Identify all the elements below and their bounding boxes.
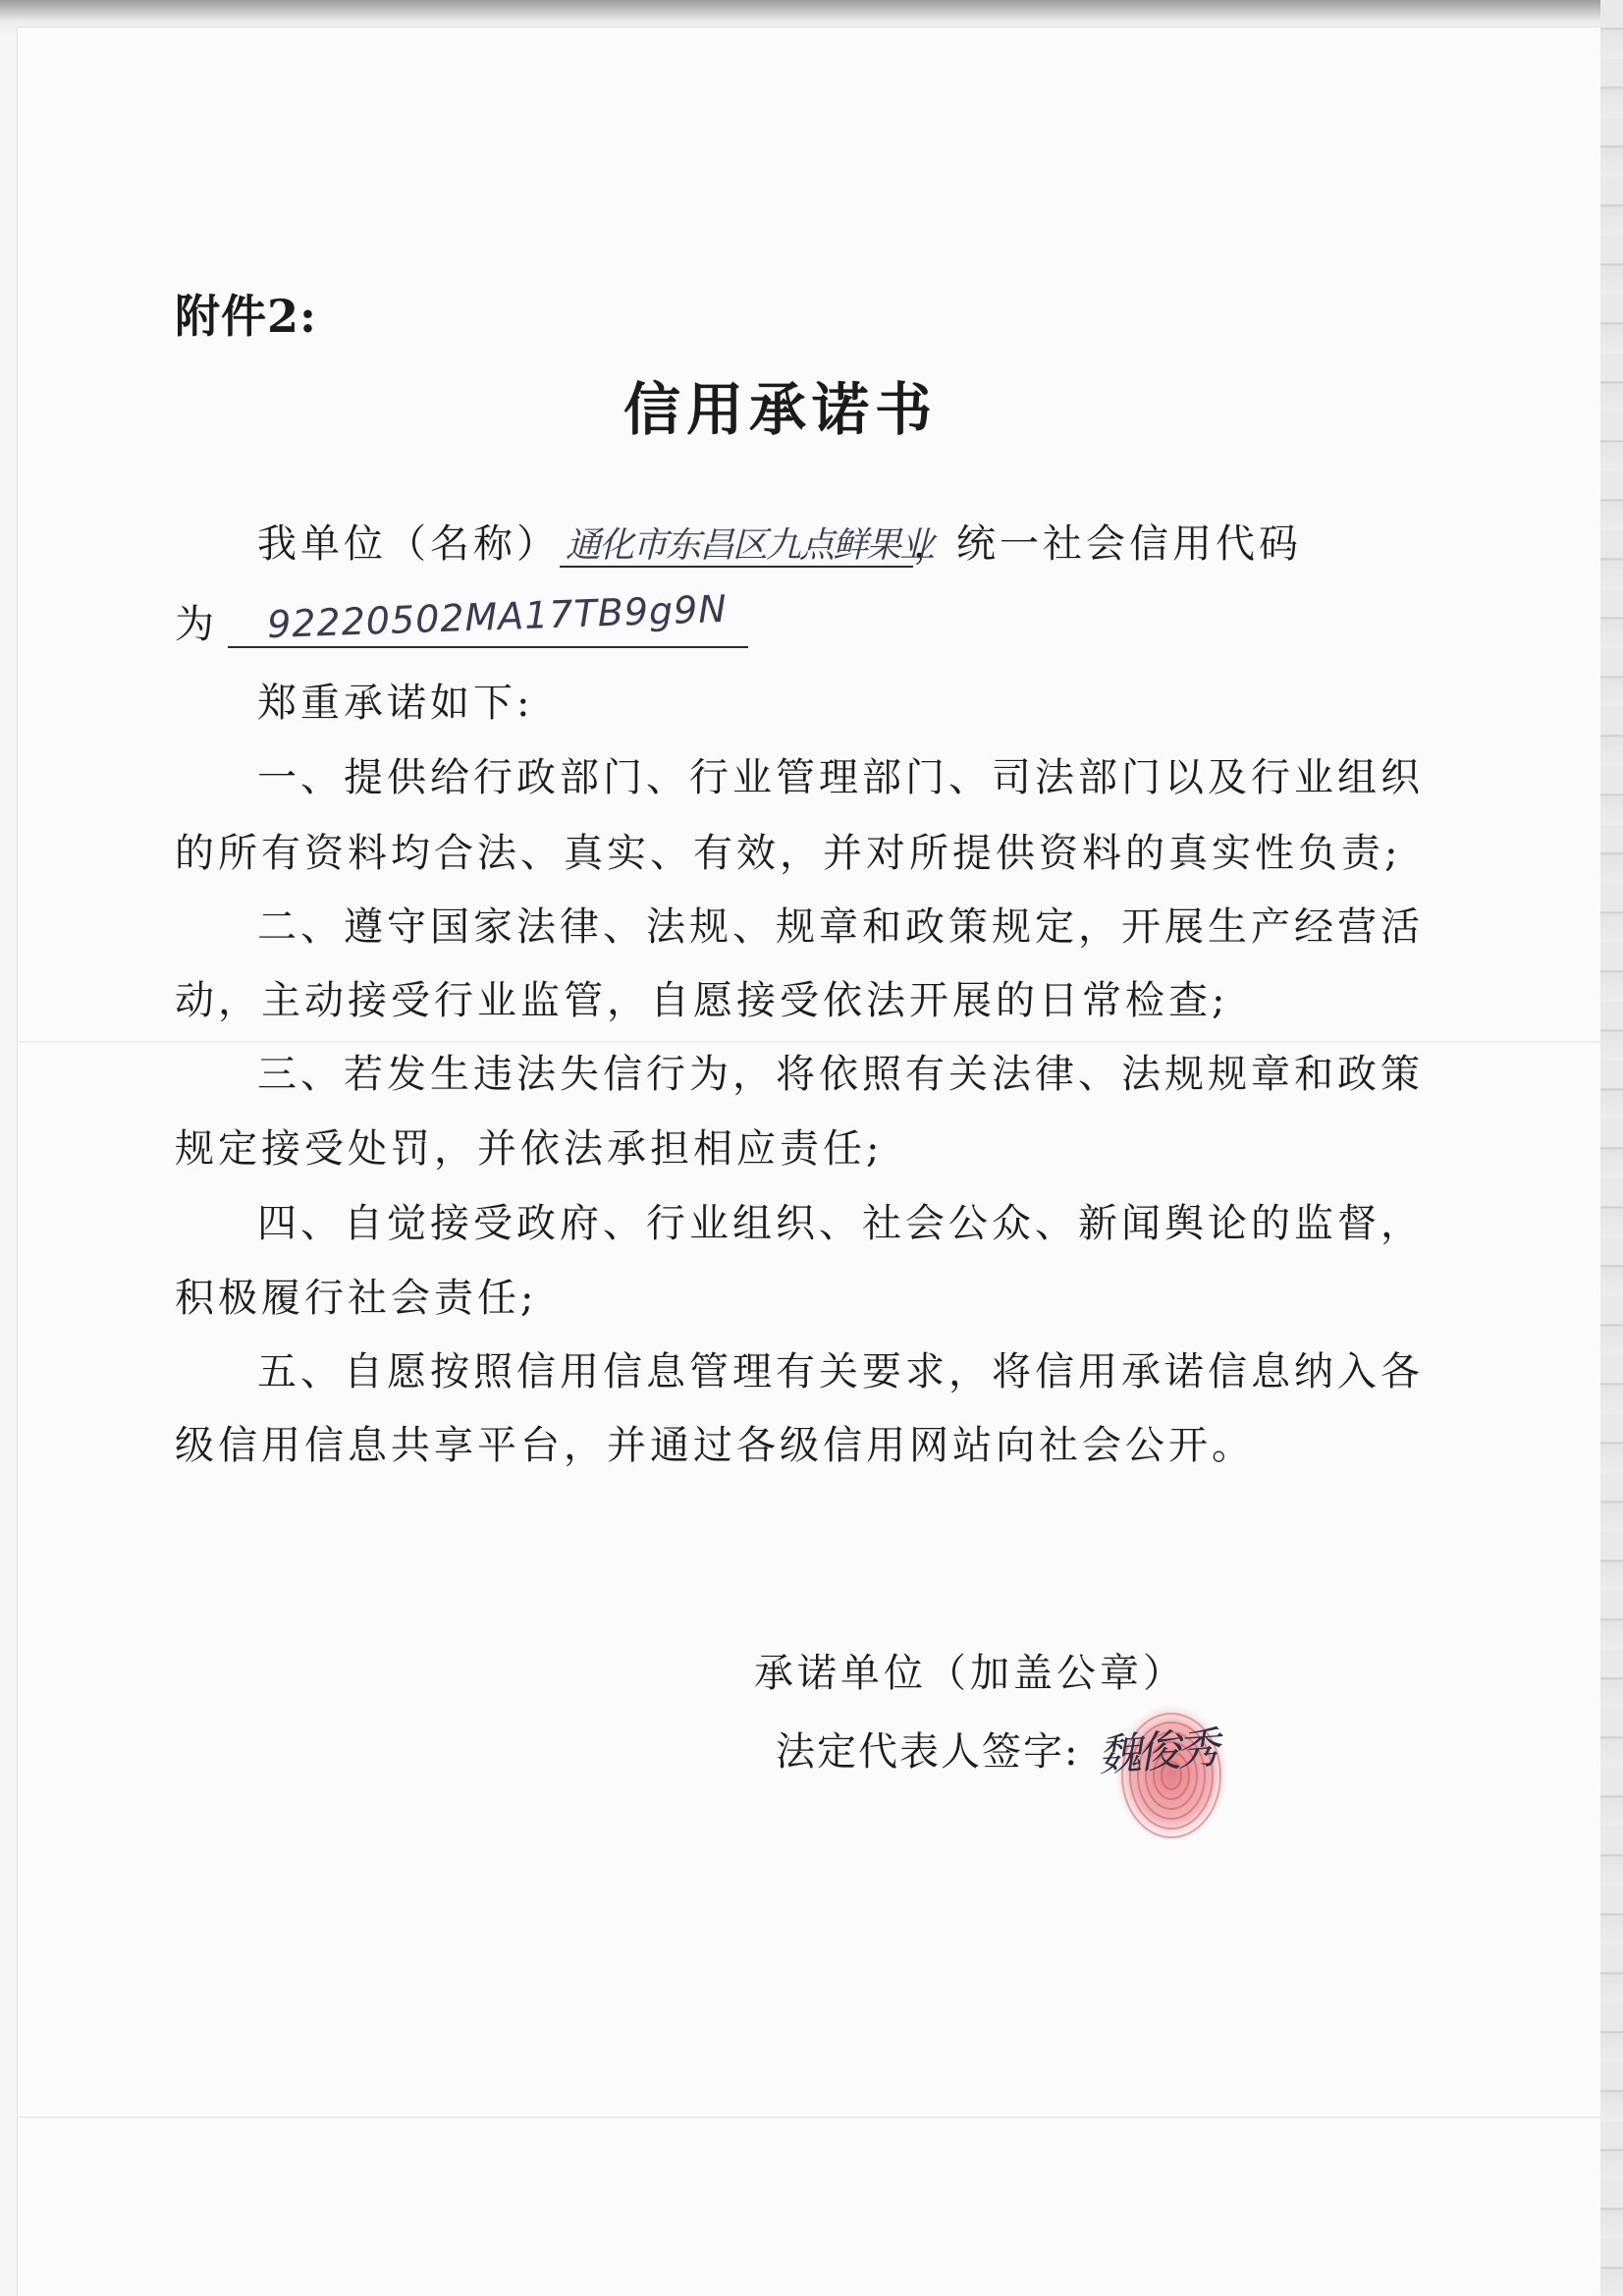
attachment-label: 附件2: <box>175 290 317 343</box>
item-3-line-1: 三、若发生违法失信行为，将依照有关法律、法规规章和政策 <box>257 1052 1424 1097</box>
promising-unit-label: 承诺单位（加盖公章） <box>754 1651 1186 1696</box>
commitment-lead: 郑重承诺如下: <box>257 681 534 726</box>
credit-code-handwritten: 92220502MA17TB9g9N <box>266 586 729 647</box>
item-4-line-1: 四、自觉接受政府、行业组织、社会公众、新闻舆论的监督， <box>257 1201 1424 1246</box>
code-prefix: 为 <box>175 602 218 647</box>
company-name-blank <box>560 519 934 568</box>
credit-code-blank <box>228 586 748 648</box>
item-4-line-2: 积极履行社会责任; <box>175 1276 538 1321</box>
intro-line-2 <box>175 586 748 648</box>
legal-rep-signature: 魏俊秀 <box>1096 1722 1217 1782</box>
intro-line-1 <box>257 519 1302 568</box>
document-title: 信用承诺书 <box>622 376 938 443</box>
item-1-line-1: 一、提供给行政部门、行业管理部门、司法部门以及行业组织 <box>257 755 1424 800</box>
intro-prefix: 我单位（名称） <box>257 521 560 567</box>
item-5-line-2: 级信用信息共享平台，并通过各级信用网站向社会公开。 <box>175 1423 1255 1468</box>
company-name-handwritten: 通化市东昌区九点鲜果业 <box>566 525 934 566</box>
intro-suffix: ，统一社会信用代码 <box>913 521 1302 567</box>
item-3-line-2: 规定接受处罚，并依法承担相应责任; <box>175 1126 884 1172</box>
item-1-line-2: 的所有资料均合法、真实、有效，并对所提供资料的真实性负责; <box>175 831 1402 876</box>
item-2-line-2: 动，主动接受行业监管，自愿接受依法开展的日常检查; <box>175 978 1229 1023</box>
item-5-line-1: 五、自愿按照信用信息管理有关要求，将信用承诺信息纳入各 <box>257 1349 1424 1394</box>
item-2-line-1: 二、遵守国家法律、法规、规章和政策规定，开展生产经营活 <box>257 904 1424 950</box>
legal-rep-signature-label: 法定代表人签字: <box>776 1729 1080 1775</box>
